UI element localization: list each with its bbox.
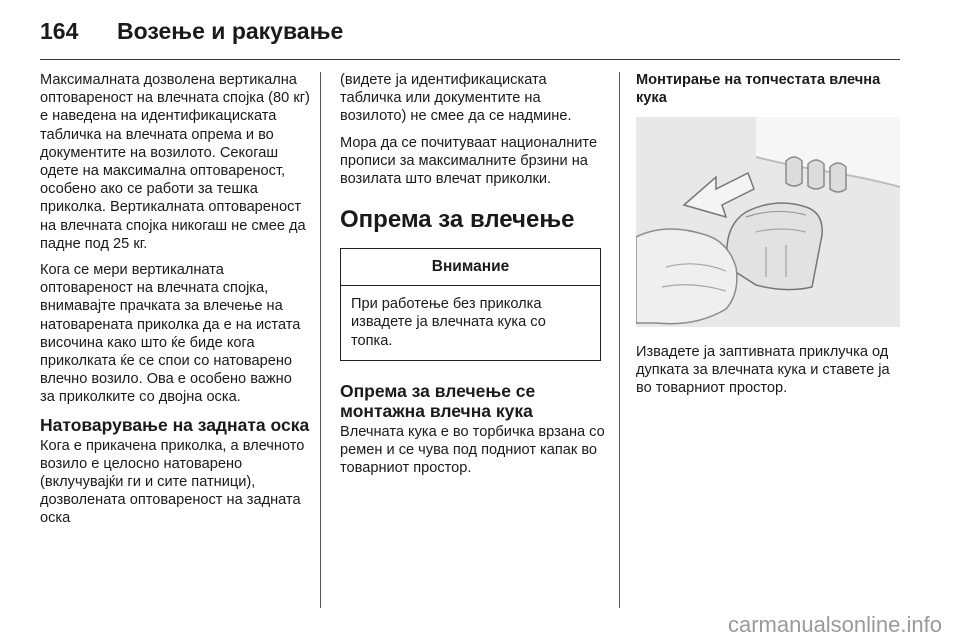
paragraph-vertical-load: Максималната дозволена вертикална оптовареност на влечната спојка (80 кг) е наведена на идентификациската табличка на влечната опрема и во документите на возилото. Секогаш одете на максимална оптовареност, особено ако се работи за тешка приколка. Вертикалната оптовареност на влечната спојка никогаш не смее да падне под 25 кг.: [40, 72, 310, 252]
paragraph-hook-storage: Влечната кука е во торбичка врзана со ремен и се чува под подниот капак во товарниот простор.: [340, 423, 605, 477]
column-divider-2: [619, 72, 620, 608]
heading-towing-equipment: Опрема за влечење: [340, 206, 575, 234]
paragraph-speed-regulations: Мора да се почитуваат националните прописи за максималните брзини на возилата што влечат приколки.: [340, 134, 598, 188]
page-header: [40, 14, 900, 58]
column-3: [636, 71, 906, 406]
heading-detachable-hook: Опрема за влечење се монтажна влечна кука: [340, 380, 536, 421]
header-divider: [40, 59, 900, 60]
page-number: 164: [40, 18, 79, 44]
figure-caption: Извадете ја заптивната приклучка од дупката за влечната кука и ставете ја во товарниот простор.: [636, 344, 890, 397]
warning-box: [340, 248, 601, 361]
paragraph-rear-axle: Кога е прикачена приколка, а влечното возило е целосно натоварено (вклучувајќи ги и сите патници), дозволената оптовареност на задната оска: [40, 437, 305, 527]
towbar-socket-cover-illustration: [636, 117, 900, 327]
heading-rear-axle-load: Натоварување на задната оска: [40, 414, 310, 435]
warning-title: Внимание: [341, 249, 600, 286]
page-title: Возење и ракување: [117, 18, 344, 44]
column-2: [340, 71, 605, 485]
paragraph-continued: (видете ја идентификациската табличка или документите на возилото) не смее да се надмине.: [340, 72, 572, 125]
column-1: [40, 71, 310, 536]
warning-text: При работење без приколка извадете ја влечната кука со топка.: [351, 296, 546, 349]
column-divider-1: [320, 72, 321, 608]
watermark: carmanualsonline.info: [727, 612, 942, 637]
heading-mounting-ball-hook: Монтирање на топчестата влечна кука: [636, 72, 881, 106]
paragraph-measuring: Кога се мери вертикалната оптовареност на влечната спојка, внимавајте прачката за влечење на натоварената приколка да е на истата височина како што ќе биде кога приколката ќе се спои со натоварено влечно возило. Ова е особено важно за приколките со двојна оска.: [40, 262, 301, 406]
